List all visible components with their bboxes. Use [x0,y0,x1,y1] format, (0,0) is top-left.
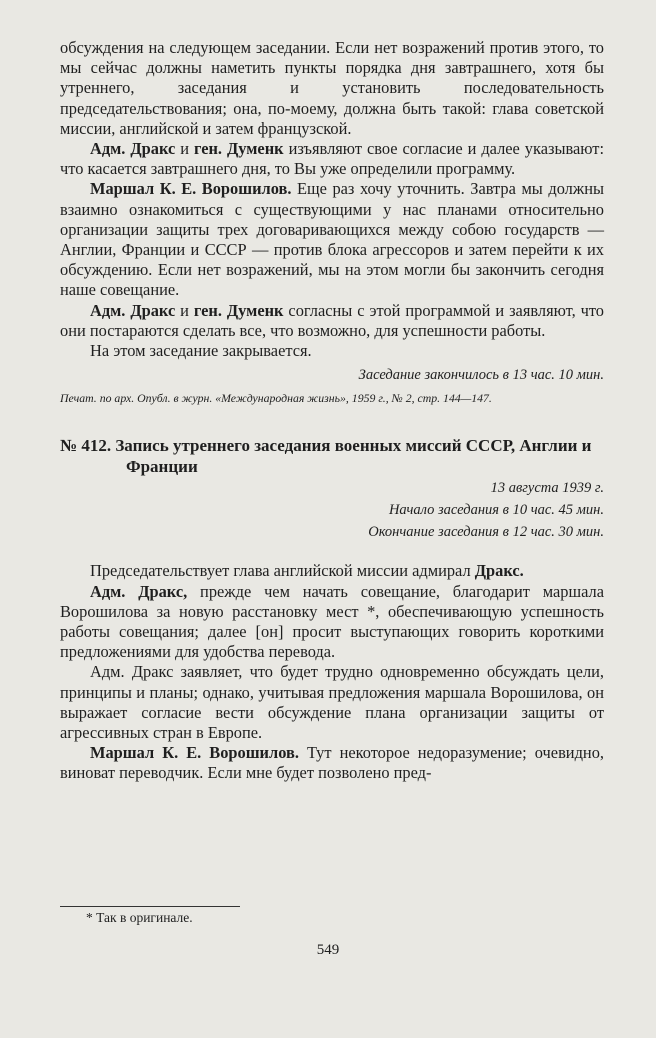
speaker-drax: Адм. Дракс, [90,581,188,601]
footnote: * Так в оригинале. [86,910,193,925]
paragraph-drax-statement: Адм. Дракс заявляет, что будет трудно одновременно обсуждать цели, принципы и планы; однако, учитывая предложения маршала Ворошилова, он выражает согласие вести обсуждение плана организации защиты от агрессивных стран в Европе. [60,662,604,743]
paragraph-closing: На этом заседание закрывается. [90,341,312,361]
session-end: Окончание заседания в 12 час. 30 мин. [368,524,604,541]
source-note: Печат. по арх. Опубл. в журн. «Международная жизнь», 1959 г., № 2, стр. 144—147. [60,391,492,406]
paragraph-voroshilov-1: Маршал К. Е. Ворошилов. Еще раз хочу уточнить. Завтра мы должны взаимно ознакомиться с существующими у нас планами относительно организации защиты трех договаривающихся между собою государств — Англии, Франции и СССР — против блока агрессоров и затем перейти к их обсуждению. Если нет возражений, мы на этом могли бы закончить сегодня наше совещание. [60,179,604,300]
paragraph-continuation: обсуждения на следующем заседании. Если нет возражений против этого, то мы сейчас должны наметить пункты порядка дня завтрашнего, хотя бы утреннего, заседания и установить последовательность председательствования; она, по-моему, должна быть такой: глава советской миссии, английской и затем французской. [60,38,604,138]
speaker-drax: Дракс. [474,561,524,581]
document-heading: № 412. Запись утреннего заседания военных миссий СССР, Англии и Франции [60,436,592,477]
document-date: 13 августа 1939 г. [490,480,604,497]
speaker-voroshilov: Маршал К. Е. Ворошилов. [90,179,292,199]
closing-time: Заседание закончилось в 13 час. 10 мин. [358,367,604,384]
speaker-drax: Адм. Дракс [90,300,176,320]
paragraph-drax-thanks: Адм. Дракс, прежде чем начать совещание, благодарит маршала Ворошилова за новую расстановку мест *, обеспечивающую успешность работы совещания; далее [он] просит выступающих говорить короткими предложениями для удобства перевода. [60,581,604,662]
footnote-rule [60,906,240,907]
speaker-voroshilov: Маршал К. Е. Ворошилов. [90,743,299,763]
page-number: 549 [316,942,340,958]
paragraph-drax-dumenc-program: Адм. Дракс и ген. Думенк согласны с этой программой и заявляют, что они постараются сделать все, что возможно, для успешности работы. [60,300,605,340]
speaker-dumenc: ген. Думенк [193,139,284,159]
paragraph-voroshilov-2: Маршал К. Е. Ворошилов. Тут некоторое недоразумение; очевидно, виноват переводчик. Если мне будет позволено пред- [60,743,604,783]
page-text [60,38,604,784]
paragraph-drax-dumenc-agree: Адм. Дракс и ген. Думенк изъявляют свое согласие и далее указывают: что касается завтрашнего дня, то Вы уже определили программу. [60,139,605,179]
spacer [60,543,604,561]
session-start: Начало заседания в 10 час. 45 мин. [388,502,604,519]
paragraph-chair: Председательствует глава английской миссии адмирал Дракс. [90,561,524,581]
speaker-drax: Адм. Дракс [90,139,176,159]
speaker-dumenc: ген. Думенк [193,300,284,320]
